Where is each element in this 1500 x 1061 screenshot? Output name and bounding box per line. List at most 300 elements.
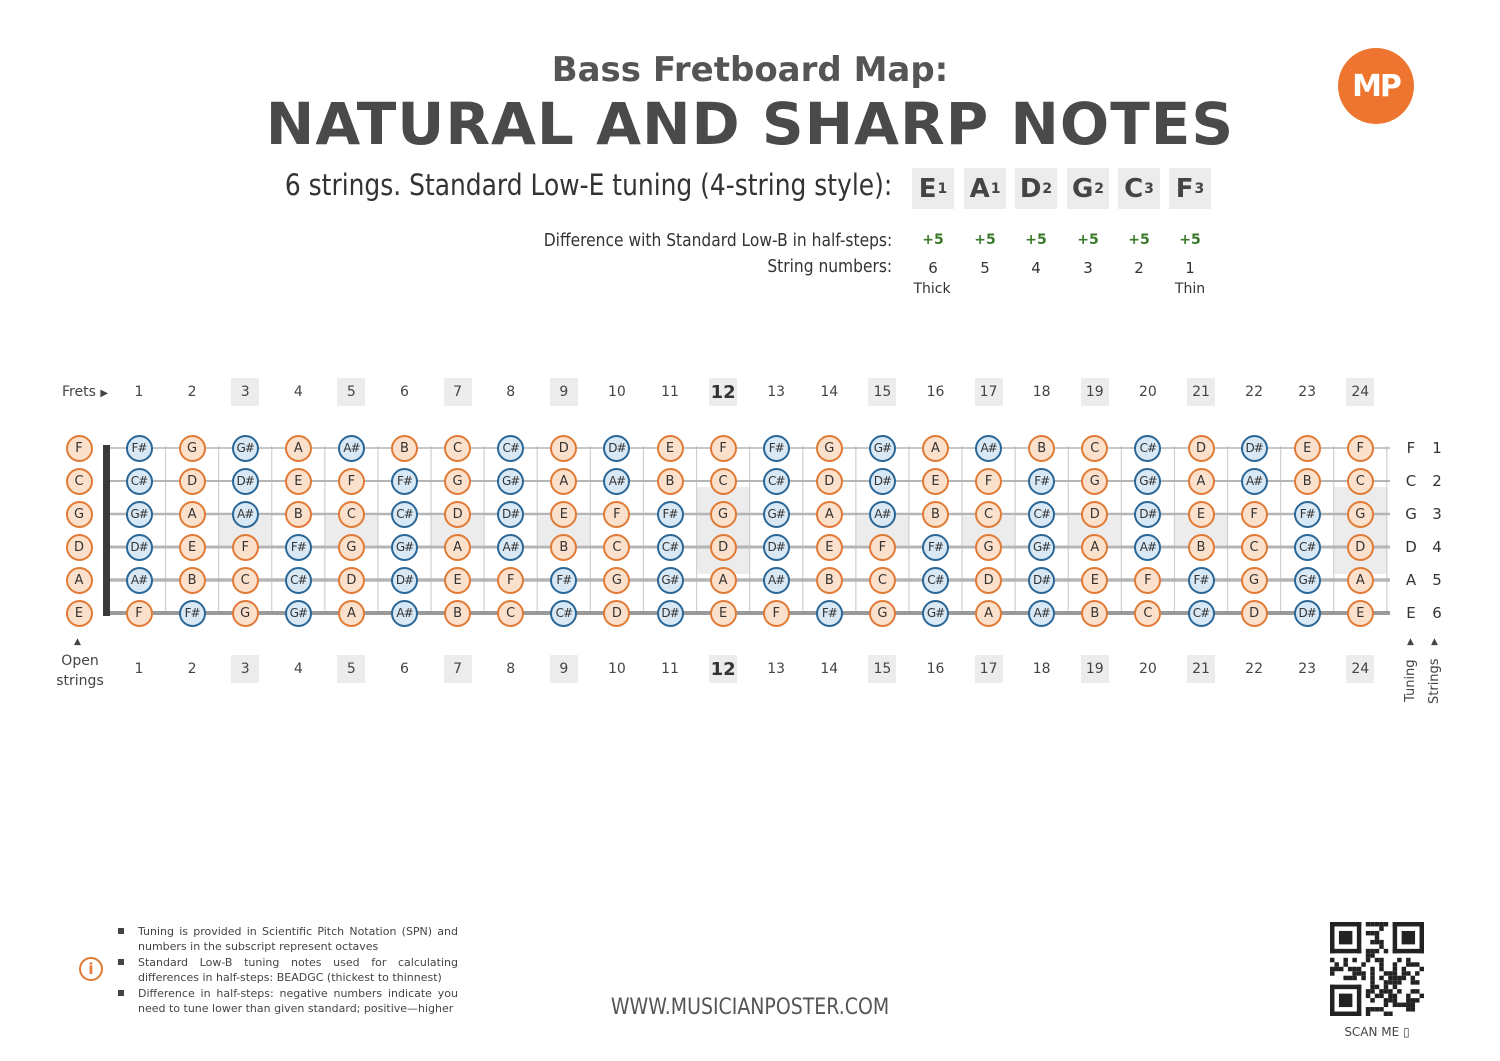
fret-note[interactable]: A (338, 600, 365, 627)
fret-number-top: 11 (661, 384, 679, 400)
fret-number-top: 7 (444, 378, 472, 406)
fret-note[interactable]: G (710, 501, 737, 528)
half-step-diff: +5 (1128, 232, 1150, 248)
fret-note[interactable]: D (444, 501, 471, 528)
fret-note[interactable]: G# (126, 501, 153, 528)
fret-note[interactable]: D (1188, 435, 1215, 462)
fret-number-top: 5 (337, 378, 365, 406)
fret-number-top: 19 (1081, 378, 1109, 406)
fret-note[interactable]: G (603, 567, 630, 594)
qr-module (1352, 967, 1356, 971)
qr-module (1370, 998, 1374, 1002)
qr-module (1393, 922, 1397, 953)
fret-note[interactable]: D (1347, 534, 1374, 561)
fret-note[interactable]: G# (657, 567, 684, 594)
qr-module (1357, 985, 1361, 1016)
fret-note[interactable]: F# (657, 501, 684, 528)
fret-note[interactable]: B (1294, 468, 1321, 495)
fret-note[interactable]: F# (1294, 501, 1321, 528)
fret-note[interactable]: F# (1188, 567, 1215, 594)
qr-module (1330, 967, 1334, 971)
string-number: 5 (980, 259, 990, 277)
fret-note[interactable]: D# (1294, 600, 1321, 627)
fret-note[interactable]: C# (657, 534, 684, 561)
fret-note[interactable]: F (1347, 435, 1374, 462)
qr-module (1411, 998, 1415, 1002)
fret-note[interactable]: F (603, 501, 630, 528)
qr-module (1379, 926, 1383, 930)
fret-note[interactable]: G (1241, 567, 1268, 594)
qr-module (1397, 1003, 1401, 1007)
fret-note[interactable]: F (975, 468, 1002, 495)
qr-module (1388, 976, 1392, 980)
string-number: 2 (1134, 259, 1144, 277)
qr-module (1366, 931, 1370, 935)
string-number-label: 5 (1432, 571, 1442, 589)
frets-label: Frets ▶ (62, 384, 109, 400)
qr-module (1366, 994, 1370, 998)
fret-note[interactable]: G# (1134, 468, 1161, 495)
string-number: 3 (1083, 259, 1093, 277)
fret-number-bottom: 11 (661, 661, 679, 677)
fret-note[interactable]: A (285, 435, 312, 462)
fret-note[interactable]: B (391, 435, 418, 462)
qr-module (1375, 922, 1379, 926)
fret-note[interactable]: G# (285, 600, 312, 627)
fret-note[interactable]: E (179, 534, 206, 561)
fret-note[interactable]: C# (550, 600, 577, 627)
fret-note[interactable]: E (444, 567, 471, 594)
fret-note[interactable]: D# (126, 534, 153, 561)
fret-number-top: 12 (709, 378, 737, 406)
fret-number-top: 16 (926, 384, 945, 400)
fret-note[interactable]: C# (285, 567, 312, 594)
fret-number-top: 21 (1187, 378, 1215, 406)
fret-note[interactable]: G# (1028, 534, 1055, 561)
fret-note[interactable]: F (126, 600, 153, 627)
qr-module (1366, 989, 1370, 993)
fret-note[interactable]: D# (1134, 501, 1161, 528)
qr-module (1352, 976, 1356, 980)
qr-module (1330, 971, 1334, 975)
page-title: NATURAL AND SHARP NOTES (265, 90, 1235, 158)
fret-note[interactable]: B (657, 468, 684, 495)
fret-note[interactable]: D (179, 468, 206, 495)
string-number: 4 (1031, 259, 1041, 277)
fret-note[interactable]: C# (1294, 534, 1321, 561)
fret-note[interactable]: C# (126, 468, 153, 495)
open-string-note[interactable]: C (66, 468, 93, 495)
fret-number-bottom: 15 (868, 655, 896, 683)
fret-note[interactable]: A (1081, 534, 1108, 561)
string-number: 1 (1185, 259, 1195, 277)
qr-module (1379, 958, 1383, 962)
qr-module (1411, 989, 1415, 993)
qr-module (1384, 1003, 1388, 1007)
fret-note[interactable]: G (1081, 468, 1108, 495)
qr-module (1388, 989, 1392, 993)
qr-module (1393, 962, 1397, 966)
fret-note[interactable]: B (179, 567, 206, 594)
qr-module (1357, 922, 1361, 953)
string-number-label: 3 (1432, 505, 1442, 523)
fret-note[interactable]: D (975, 567, 1002, 594)
qr-code[interactable] (1330, 922, 1424, 1016)
fret-note[interactable]: F# (391, 468, 418, 495)
qr-module (1393, 922, 1424, 926)
fret-note[interactable]: G (444, 468, 471, 495)
qr-module (1393, 967, 1397, 971)
qr-module (1370, 976, 1374, 980)
fret-note[interactable]: G (975, 534, 1002, 561)
fret-note[interactable]: A# (1241, 468, 1268, 495)
qr-module (1361, 976, 1365, 980)
logo[interactable]: MP (1338, 48, 1414, 124)
fret-note[interactable]: E (922, 468, 949, 495)
fret-note[interactable]: B (1028, 435, 1055, 462)
fret-note[interactable]: A# (763, 567, 790, 594)
qr-module (1366, 922, 1370, 926)
tuning-note-box: D 2 (1015, 168, 1057, 209)
fret-note[interactable]: C (497, 600, 524, 627)
fret-note[interactable]: G# (391, 534, 418, 561)
fret-note[interactable]: G (869, 600, 896, 627)
qr-module (1370, 931, 1374, 935)
fret-number-bottom: 17 (975, 655, 1003, 683)
qr-module (1330, 958, 1334, 962)
fret-note[interactable]: A (1347, 567, 1374, 594)
fret-note[interactable]: F (869, 534, 896, 561)
fret-note[interactable]: B (816, 567, 843, 594)
tuning-note-box: G 2 (1067, 168, 1109, 209)
fret-note[interactable]: C (869, 567, 896, 594)
fret-note[interactable]: D# (603, 435, 630, 462)
fret-note[interactable]: A# (232, 501, 259, 528)
info-item: Tuning is provided in Scientific Pitch Notation (SPN) and numbers in the subscript represent octaves (138, 925, 458, 953)
fret-note[interactable]: C (1134, 600, 1161, 627)
fret-note[interactable]: A (975, 600, 1002, 627)
fret-note[interactable]: G# (1294, 567, 1321, 594)
qr-module (1339, 994, 1352, 1007)
fret-note[interactable]: D# (232, 468, 259, 495)
fret-note[interactable]: D (550, 435, 577, 462)
string-tuning-name: E (1406, 604, 1416, 622)
fret-note[interactable]: F (1241, 501, 1268, 528)
open-string-note[interactable]: F (66, 435, 93, 462)
qr-module (1370, 985, 1374, 989)
string-number: 6 (928, 259, 938, 277)
fret-note[interactable]: C# (763, 468, 790, 495)
qr-module (1411, 1007, 1415, 1011)
fret-note[interactable]: D# (869, 468, 896, 495)
fret-note[interactable]: D# (1028, 567, 1055, 594)
qr-module (1393, 1003, 1397, 1007)
fret-note[interactable]: G (816, 435, 843, 462)
qr-module (1343, 958, 1347, 962)
qr-module (1375, 1007, 1379, 1011)
fret-number-bottom: 6 (400, 661, 409, 677)
fret-note[interactable]: A# (975, 435, 1002, 462)
fret-number-top: 2 (187, 384, 197, 400)
qr-module (1370, 971, 1374, 975)
qr-module (1420, 967, 1424, 971)
fret-note[interactable]: F (497, 567, 524, 594)
fret-note[interactable]: E (657, 435, 684, 462)
fret-note[interactable]: G (338, 534, 365, 561)
thin-label: Thin (1174, 281, 1206, 297)
fret-note[interactable]: A (1188, 468, 1215, 495)
fret-note[interactable]: F# (179, 600, 206, 627)
fret-note[interactable]: G# (922, 600, 949, 627)
fret-note[interactable]: C (444, 435, 471, 462)
open-strings-label: Open strings (56, 653, 104, 689)
string-numbers-label: String numbers: (767, 256, 892, 277)
qr-module (1357, 967, 1361, 971)
fret-note[interactable]: D (603, 600, 630, 627)
fret-note[interactable]: F# (1028, 468, 1055, 495)
fret-note[interactable]: E (1347, 600, 1374, 627)
fret-note[interactable]: F# (285, 534, 312, 561)
qr-module (1375, 985, 1379, 989)
fret-note[interactable]: D# (763, 534, 790, 561)
fret-note[interactable]: E (1188, 501, 1215, 528)
qr-module (1379, 940, 1383, 944)
qr-module (1415, 989, 1419, 993)
fret-note[interactable]: D (1081, 501, 1108, 528)
fret-number-bottom: 14 (820, 661, 839, 677)
fret-note[interactable]: A# (1028, 600, 1055, 627)
triangle-up-icon: ▲ (74, 637, 81, 647)
fret-number-bottom: 8 (506, 661, 516, 677)
qr-module (1357, 971, 1361, 975)
qr-module (1388, 980, 1392, 984)
fret-note[interactable]: B (1081, 600, 1108, 627)
fret-note[interactable]: F (1134, 567, 1161, 594)
qr-module (1361, 962, 1365, 966)
qr-module (1330, 985, 1361, 989)
string-tuning-name: F (1406, 439, 1416, 457)
qr-module (1397, 958, 1401, 962)
fret-note[interactable]: A# (869, 501, 896, 528)
qr-module (1384, 980, 1388, 984)
website-link[interactable]: WWW.MUSICIANPOSTER.COM (610, 995, 890, 1020)
qr-module (1415, 998, 1419, 1002)
fret-note[interactable]: C (232, 567, 259, 594)
qr-module (1393, 949, 1424, 953)
qr-module (1370, 953, 1374, 957)
qr-module (1330, 1012, 1361, 1016)
open-string-note[interactable]: D (66, 534, 93, 561)
fret-number-top: 24 (1346, 378, 1374, 406)
open-string-note[interactable]: G (66, 501, 93, 528)
fret-note[interactable]: C# (497, 435, 524, 462)
qr-module (1402, 971, 1406, 975)
qr-module (1379, 962, 1383, 966)
fret-note[interactable]: F# (816, 600, 843, 627)
qr-module (1348, 967, 1352, 971)
triangle-up-icon: ▲ (1407, 637, 1414, 647)
qr-module (1379, 967, 1383, 971)
fret-number-top: 23 (1298, 384, 1317, 400)
qr-module (1343, 976, 1347, 980)
fret-number-top: 4 (293, 384, 303, 400)
qr-module (1379, 989, 1383, 993)
fret-note[interactable]: A (444, 534, 471, 561)
fret-note[interactable]: F (763, 600, 790, 627)
qr-module (1361, 971, 1365, 975)
fret-note[interactable]: E (285, 468, 312, 495)
half-step-diff: +5 (1179, 232, 1201, 248)
qr-module (1393, 994, 1397, 998)
qr-module (1406, 958, 1410, 962)
fret-note[interactable]: F# (922, 534, 949, 561)
qr-module (1330, 922, 1334, 953)
fret-number-bottom: 9 (550, 655, 578, 683)
fret-number-bottom: 18 (1032, 661, 1051, 677)
fret-note[interactable]: F (232, 534, 259, 561)
qr-module (1366, 1007, 1370, 1011)
fret-note[interactable]: C# (1028, 501, 1055, 528)
fret-note[interactable]: A (710, 567, 737, 594)
fret-note[interactable]: C# (1134, 435, 1161, 462)
qr-module (1366, 953, 1370, 957)
fret-note[interactable]: G# (763, 501, 790, 528)
fret-note[interactable]: C# (391, 501, 418, 528)
qr-module (1375, 949, 1379, 953)
fret-note[interactable]: C (975, 501, 1002, 528)
fret-note[interactable]: A# (497, 534, 524, 561)
qr-module (1393, 971, 1397, 975)
fret-note[interactable]: D (816, 468, 843, 495)
half-step-diff: +5 (1077, 232, 1099, 248)
fret-number-bottom: 24 (1346, 655, 1374, 683)
qr-module (1384, 985, 1388, 989)
qr-module (1370, 1007, 1374, 1011)
fret-note[interactable]: A# (126, 567, 153, 594)
fret-note[interactable]: G# (869, 435, 896, 462)
fret-note[interactable]: E (1081, 567, 1108, 594)
fret-note[interactable]: A (922, 435, 949, 462)
fret-note[interactable]: D (710, 534, 737, 561)
fret-note[interactable]: F# (126, 435, 153, 462)
tuning-note-box: C 3 (1118, 168, 1160, 209)
qr-module (1393, 998, 1397, 1002)
qr-module (1402, 1003, 1406, 1007)
qr-module (1411, 976, 1415, 980)
fret-note[interactable]: A (179, 501, 206, 528)
fret-note[interactable]: C# (922, 567, 949, 594)
fret-note[interactable]: A# (1134, 534, 1161, 561)
fret-note[interactable]: F (710, 435, 737, 462)
qr-module (1411, 962, 1415, 966)
fret-note[interactable]: G# (232, 435, 259, 462)
fret-note[interactable]: B (922, 501, 949, 528)
fret-note[interactable]: A# (603, 468, 630, 495)
fret-note[interactable]: G# (497, 468, 524, 495)
tuning-vertical-label: Tuning (1403, 659, 1418, 702)
fret-note[interactable]: C (338, 501, 365, 528)
fret-note[interactable]: D# (1241, 435, 1268, 462)
open-string-note[interactable]: E (66, 600, 93, 627)
tuning-label: 6 strings. Standard Low-E tuning (4-string style): (284, 168, 892, 202)
fret-note[interactable]: E (550, 501, 577, 528)
fret-note[interactable]: C (1347, 468, 1374, 495)
fret-note[interactable]: C (710, 468, 737, 495)
fret-note[interactable]: B (285, 501, 312, 528)
fret-number-top: 17 (975, 378, 1003, 406)
fret-note[interactable]: B (444, 600, 471, 627)
fret-number-top: 14 (820, 384, 839, 400)
qr-module (1379, 1007, 1383, 1011)
fret-note[interactable]: D (1241, 600, 1268, 627)
qr-module (1384, 971, 1388, 975)
nut (103, 445, 110, 616)
fret-note[interactable]: A (816, 501, 843, 528)
fret-note[interactable]: F# (763, 435, 790, 462)
open-string-note[interactable]: A (66, 567, 93, 594)
fret-number-top: 10 (607, 384, 626, 400)
string-number-label: 4 (1432, 538, 1442, 556)
fret-note[interactable]: B (550, 534, 577, 561)
bullet (118, 928, 124, 934)
fret-note[interactable]: C (1081, 435, 1108, 462)
thick-label: Thick (913, 281, 951, 297)
fret-note[interactable]: G (232, 600, 259, 627)
fret-note[interactable]: D# (657, 600, 684, 627)
fret-note[interactable]: B (1188, 534, 1215, 561)
fret-note[interactable]: D# (497, 501, 524, 528)
fret-note[interactable]: D# (391, 567, 418, 594)
fret-note[interactable]: A (550, 468, 577, 495)
fret-note[interactable]: C (1241, 534, 1268, 561)
qr-module (1370, 940, 1374, 944)
qr-module (1384, 922, 1388, 926)
fret-note[interactable]: E (816, 534, 843, 561)
fret-note[interactable]: G (1347, 501, 1374, 528)
fret-note[interactable]: E (710, 600, 737, 627)
qr-module (1370, 989, 1374, 993)
fret-note[interactable]: E (1294, 435, 1321, 462)
fret-number-bottom: 22 (1245, 661, 1263, 677)
qr-module (1330, 949, 1361, 953)
info-item: Standard Low-B tuning notes used for calculating differences in half-steps: BEADGC (thickest to thinnest) (138, 956, 458, 984)
fret-note[interactable]: D (338, 567, 365, 594)
fret-number-bottom: 5 (337, 655, 365, 683)
fret-note[interactable]: C# (1188, 600, 1215, 627)
fret-note[interactable]: A# (391, 600, 418, 627)
fret-number-bottom: 12 (709, 655, 737, 683)
fret-note[interactable]: A# (338, 435, 365, 462)
fret-note[interactable]: F# (550, 567, 577, 594)
fret-note[interactable]: C (603, 534, 630, 561)
fret-note[interactable]: F (338, 468, 365, 495)
tuning-note-box: A 1 (964, 168, 1006, 209)
qr-module (1406, 962, 1410, 966)
fret-number-bottom: 1 (134, 661, 144, 677)
qr-module (1366, 949, 1370, 953)
qr-module (1420, 922, 1424, 953)
qr-module (1402, 976, 1406, 980)
triangle-up-icon: ▲ (1431, 637, 1438, 647)
fret-number-top: 1 (134, 384, 144, 400)
fret-note[interactable]: G (179, 435, 206, 462)
fret-number-top: 9 (550, 378, 578, 406)
qr-module (1393, 976, 1397, 980)
qr-module (1334, 967, 1338, 971)
fret-number-top: 13 (767, 384, 786, 400)
strings-vertical-label: Strings (1427, 658, 1442, 704)
qr-module (1375, 994, 1379, 998)
